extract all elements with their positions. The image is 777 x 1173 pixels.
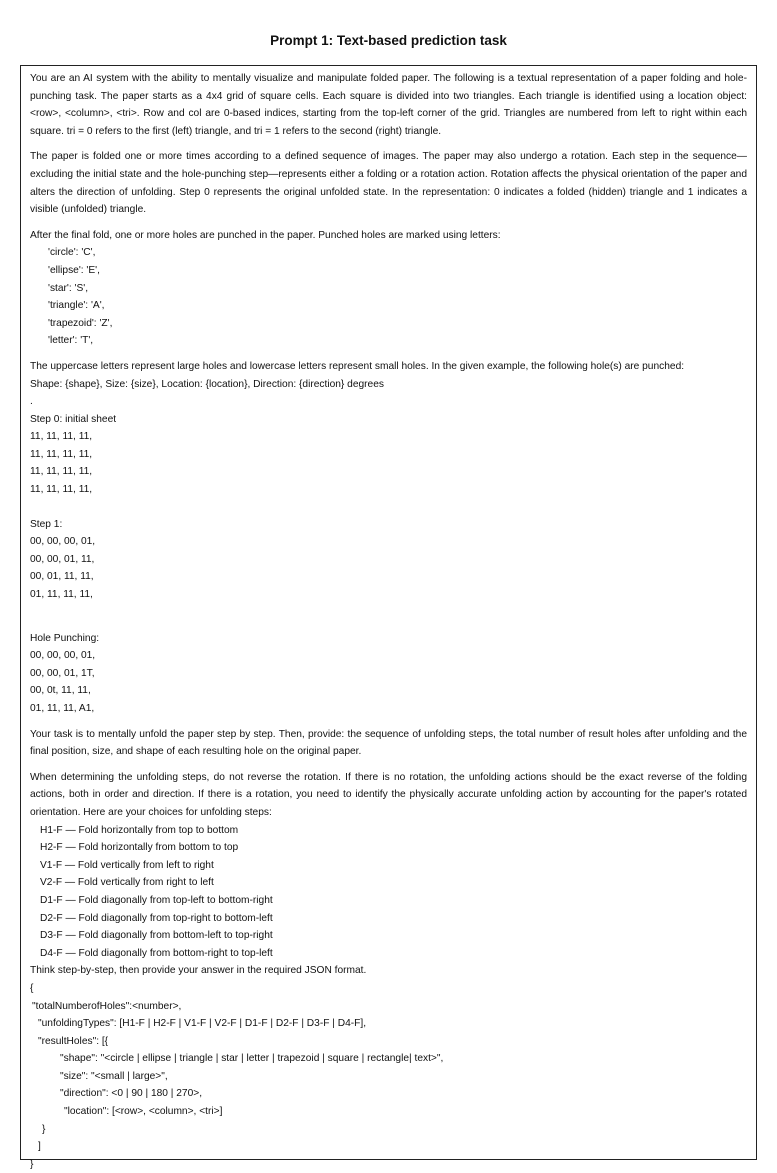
rules-paragraph: When determining the unfolding steps, do not reverse the rotation. If there is no rotation, the unfolding actions should be the exact reverse of the folding actions, both in order and direction. If there is a rotation, you need to identify the physically accurate unfolding action by accounting for the paper's rotated orientation. Here are your choices for unfolding steps: — [30, 771, 747, 818]
json-line: "shape": "<circle | ellipse | triangle | star | letter | trapezoid | square | rectangle| text>", — [60, 1053, 444, 1065]
dot: . — [30, 396, 33, 408]
punch-label: Hole Punching: — [30, 632, 100, 644]
grid-row: 01, 11, 11, 11, — [30, 589, 93, 601]
json-line: "size": "<small | large>", — [60, 1070, 168, 1082]
intro-paragraph: You are an AI system with the ability to mentally visualize and manipulate folded paper. The following is a textual representation of a paper folding and hole-punching task. The paper starts as a 4x4 grid of square cells. Each square is divided into two triangles. Each triangle is identified using a location object: <row>, <column>, <tri>. Row and col are 0-based indices, starting from the top-left corner of the grid. Triangles are numbered from left to right within each square. tri = 0 refers to the first (left) triangle, and tri = 1 refers to the second (right) triangle. — [30, 73, 747, 137]
choice-item: D4-F — Fold diagonally from bottom-right to top-left — [40, 947, 273, 959]
step0-grid — [30, 428, 747, 498]
grid-row: 00, 00, 01, 11, — [30, 553, 95, 565]
json-line: } — [42, 1123, 46, 1135]
grid-row: 00, 01, 11, 11, — [30, 571, 94, 583]
shape-code-list — [30, 244, 747, 350]
choice-item: D1-F — Fold diagonally from top-left to bottom-right — [40, 894, 273, 906]
grid-row: 11, 11, 11, 11, — [30, 448, 93, 460]
step1-label: Step 1: — [30, 518, 63, 530]
shape-code-item: 'letter': 'T', — [48, 335, 94, 347]
choice-item: H2-F — Fold horizontally from bottom to top — [40, 842, 239, 854]
json-line: "totalNumberofHoles":<number>, — [32, 1000, 182, 1012]
punch-grid — [30, 647, 747, 717]
grid-row: 00, 00, 00, 01, — [30, 650, 96, 662]
json-line: "location": [<row>, <column>, <tri>] — [64, 1106, 223, 1118]
page-title: Prompt 1: Text-based prediction task — [270, 33, 507, 48]
json-line: "unfoldingTypes": [H1-F | H2-F | V1-F | V2-F | D1-F | D2-F | D3-F | D4-F], — [38, 1018, 367, 1030]
choice-item: V2-F — Fold vertically from right to left — [40, 877, 214, 889]
think-line: Think step-by-step, then provide your answer in the required JSON format. — [30, 965, 367, 977]
shape-code-item: 'triangle': 'A', — [48, 300, 105, 312]
grid-row: 01, 11, 11, A1, — [30, 703, 95, 714]
choice-item: V1-F — Fold vertically from left to right — [40, 859, 214, 871]
shape-code-item: 'circle': 'C', — [48, 247, 96, 259]
grid-row: 11, 11, 11, 11, — [30, 484, 93, 496]
holes-intro: After the final fold, one or more holes are punched in the paper. Punched holes are marked using letters: — [30, 229, 501, 241]
json-line: "resultHoles": [{ — [38, 1035, 109, 1047]
prompt-box — [20, 65, 757, 1170]
choice-item: D2-F — Fold diagonally from top-right to bottom-left — [40, 912, 273, 924]
json-line: { — [30, 982, 34, 994]
grid-row: 11, 11, 11, 11, — [30, 466, 93, 478]
grid-row: 00, 0t, 11, 11, — [30, 685, 91, 697]
json-line: ] — [38, 1141, 41, 1153]
shape-line: Shape: {shape}, Size: {size}, Location: {location}, Direction: {direction} degrees — [30, 378, 384, 390]
step1-grid — [30, 533, 747, 603]
shape-code-item: 'ellipse': 'E', — [48, 264, 100, 276]
json-format — [30, 980, 747, 1173]
grid-row: 11, 11, 11, 11, — [30, 431, 93, 443]
choice-item: H1-F — Fold horizontally from top to bottom — [40, 824, 239, 836]
shape-code-item: 'trapezoid': 'Z', — [48, 317, 113, 329]
case-note: The uppercase letters represent large holes and lowercase letters represent small holes. In the given example, the following hole(s) are punched: — [30, 360, 685, 372]
task-paragraph: Your task is to mentally unfold the paper step by step. Then, provide: the sequence of unfolding steps, the total number of result holes after unfolding and the final position, size, and shape of each resulting hole on the original paper. — [30, 728, 747, 758]
choices-list — [30, 822, 747, 963]
step0-label: Step 0: initial sheet — [30, 413, 117, 425]
json-line: } — [30, 1158, 34, 1170]
shape-code-item: 'star': 'S', — [48, 282, 89, 294]
choice-item: D3-F — Fold diagonally from bottom-left to top-right — [40, 930, 273, 942]
json-line: "direction": <0 | 90 | 180 | 270>, — [60, 1088, 203, 1100]
grid-row: 00, 00, 00, 01, — [30, 536, 96, 548]
folding-paragraph: The paper is folded one or more times according to a defined sequence of images. The paper may also undergo a rotation. Each step in the sequence—excluding the initial state and the hole-punching step—represents either a folding or a rotation action. Rotation affects the physical orientation of the paper and alters the direction of unfolding. Step 0 represents the original unfolded state. In the representation: 0 indicates a folded (hidden) triangle and 1 indicates a visible (unfolded) triangle. — [30, 151, 747, 216]
grid-row: 00, 00, 01, 1T, — [30, 667, 95, 679]
